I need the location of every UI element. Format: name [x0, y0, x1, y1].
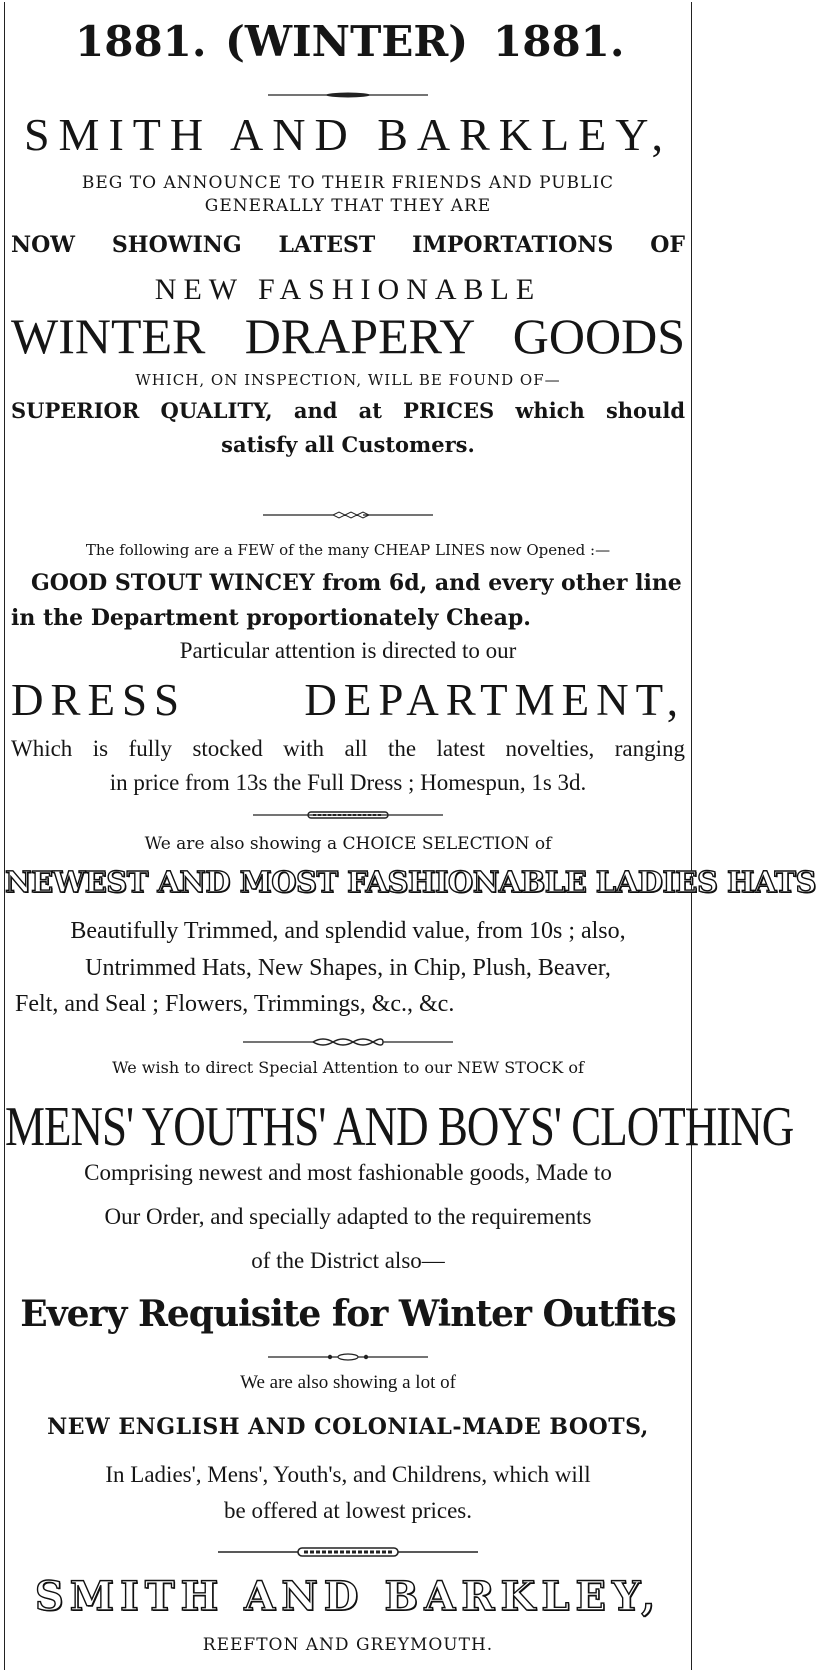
cheap-lines-intro: The following are a FEW of the many CHEAP LINES now Opened :— [85, 541, 611, 559]
boots-title: NEW ENGLISH AND COLONIAL-MADE BOOTS, [47, 1414, 649, 1440]
ladies-hats-title: NEWEST AND MOST FASHIONABLE LADIES HATS [5, 865, 816, 899]
ornament-rule [268, 1352, 428, 1362]
importations-line: NOW SHOWING LATEST IMPORTATIONS OF [11, 232, 685, 258]
dress-department-title: DRESS DEPARTMENT, [11, 675, 685, 725]
satisfy-line: satisfy all Customers. [221, 432, 475, 457]
winter-drapery-goods: WINTER DRAPERY GOODS [11, 308, 685, 364]
announce-line-1: BEG TO ANNOUNCE TO THEIR FRIENDS AND PUBLIC [81, 173, 615, 193]
ornament-rule [253, 810, 443, 820]
ornament-rule [268, 90, 428, 100]
hats-intro: We are also showing a CHOICE SELECTION of [144, 834, 552, 854]
attention-line: Particular attention is directed to our [179, 638, 517, 663]
season-title: (WINTER) [225, 17, 469, 66]
clothing-intro: We wish to direct Special Attention to our NEW STOCK of [112, 1058, 584, 1077]
clothing-line-3: of the District also— [251, 1248, 445, 1273]
wincey-line: GOOD STOUT WINCEY from 6d, and every other line [31, 570, 682, 596]
firm-name: SMITH AND BARKLEY, [23, 109, 673, 160]
ornament-rule [263, 510, 433, 520]
footer-firm-name: SMITH AND BARKLEY, [34, 1573, 662, 1620]
hats-line-2: Untrimmed Hats, New Shapes, in Chip, Plush, Beaver, [85, 955, 611, 981]
ornament-rule [218, 1546, 478, 1558]
inspection-line: WHICH, ON INSPECTION, WILL BE FOUND OF— [135, 371, 561, 389]
header-row [5, 16, 691, 68]
boots-intro: We are also showing a lot of [240, 1372, 456, 1393]
announce-line-2: GENERALLY THAT THEY ARE [204, 196, 492, 216]
year-right: 1881. [493, 17, 625, 66]
clothing-line-1: Comprising newest and most fashionable goods, Made to [84, 1160, 612, 1185]
clothing-title: MENS' YOUTHS' AND BOYS' CLOTHING [5, 1095, 794, 1158]
new-fashionable: NEW FASHIONABLE [154, 273, 542, 306]
clothing-line-2: Our Order, and specially adapted to the requirements [104, 1204, 592, 1229]
hats-line-1: Beautifully Trimmed, and splendid value, from 10s ; also, [70, 918, 626, 944]
quality-line: SUPERIOR QUALITY, and at PRICES which should [11, 398, 685, 423]
hats-line-3: Felt, and Seal ; Flowers, Trimmings, &c., &c. [15, 991, 455, 1017]
boots-line-2: be offered at lowest prices. [223, 1498, 472, 1523]
footer-location: REEFTON AND GREYMOUTH. [202, 1635, 494, 1655]
ornament-rule [243, 1036, 453, 1048]
dress-line-1: Which is fully stocked with all the latest novelties, ranging [11, 736, 685, 761]
department-line: in the Department proportionately Cheap. [11, 605, 531, 631]
year-left: 1881. [75, 17, 207, 66]
winter-outfits: Every Requisite for Winter Outfits [20, 1293, 676, 1335]
advertisement [4, 2, 816, 1670]
boots-line-1: In Ladies', Mens', Youth's, and Childrens, which will [105, 1462, 591, 1487]
dress-line-2: in price from 13s the Full Dress ; Homespun, 1s 3d. [109, 770, 587, 795]
